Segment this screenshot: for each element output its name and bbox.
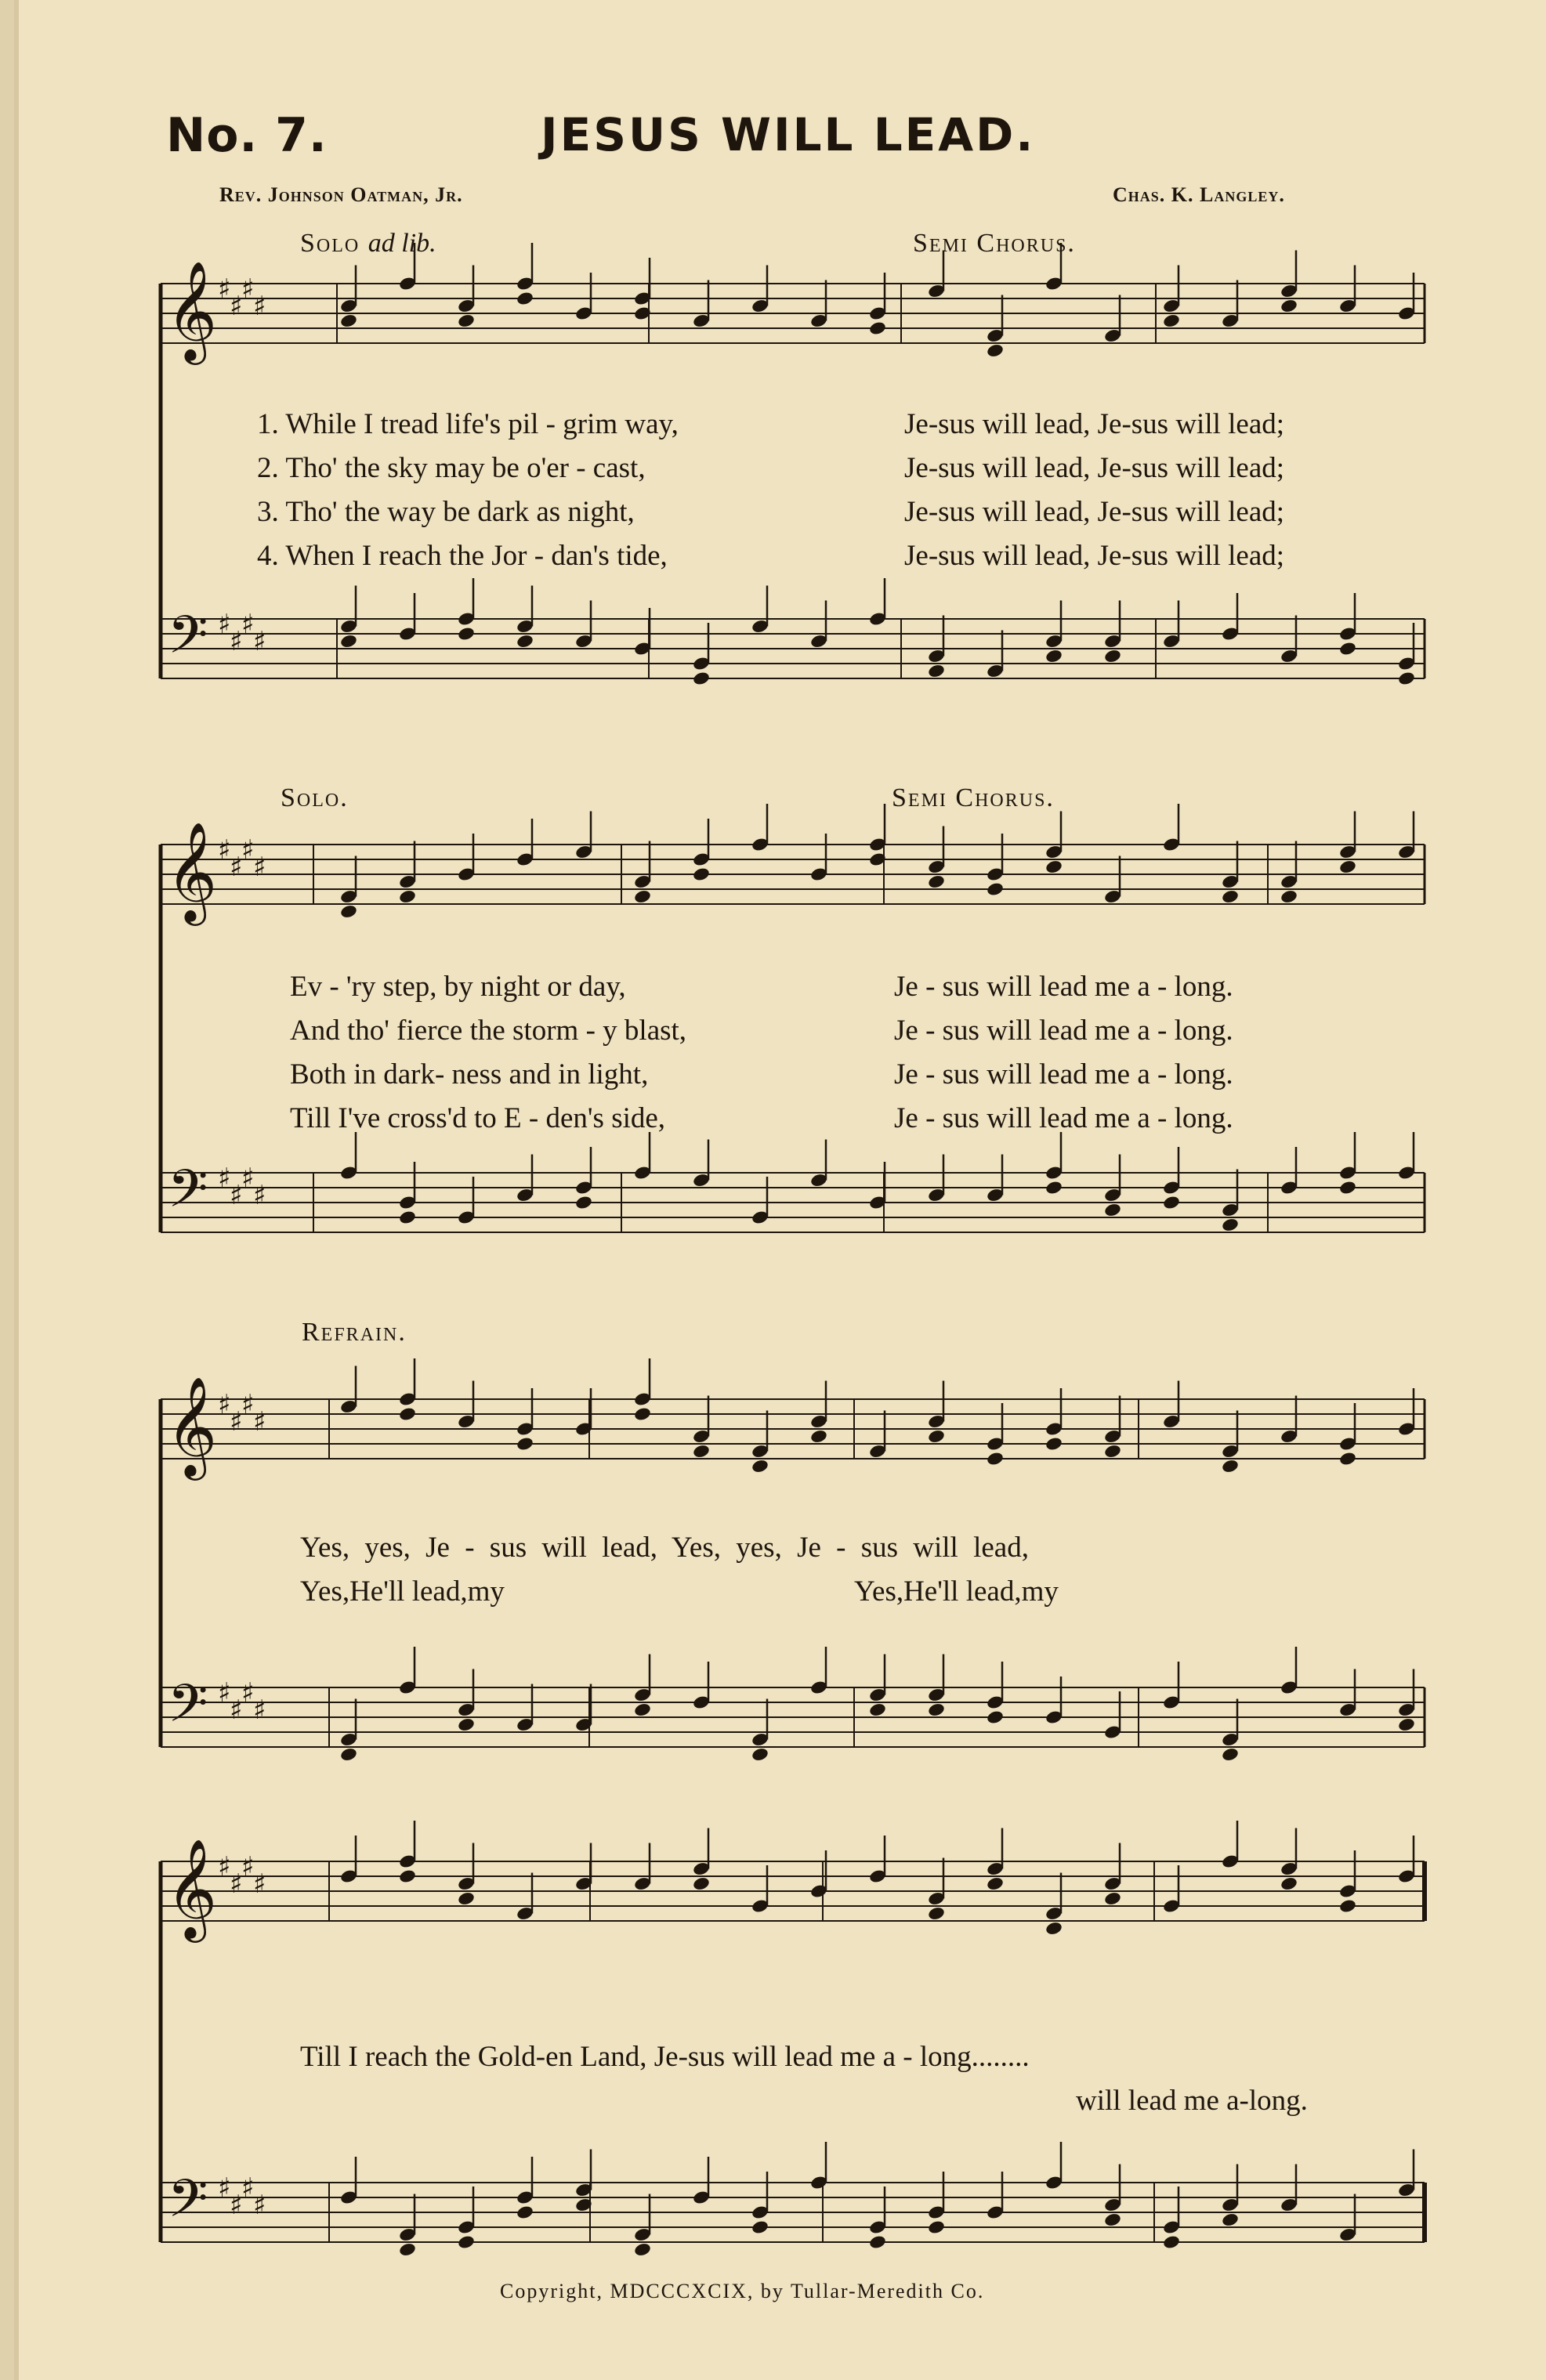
notehead bbox=[516, 291, 534, 306]
lyric-s2-v1-left: Ev - 'ry step, by night or day, bbox=[290, 971, 626, 1003]
notehead bbox=[809, 1429, 828, 1445]
notehead bbox=[1338, 1898, 1357, 1914]
lyric-s1-v3-left: 3. Tho' the way be dark as night, bbox=[257, 496, 635, 528]
lyric-final-echo: will lead me a-long. bbox=[1076, 2085, 1308, 2117]
sharp-icon: ♯ bbox=[218, 2172, 231, 2204]
notehead bbox=[692, 1876, 711, 1892]
sharp-icon: ♯ bbox=[230, 2190, 243, 2221]
notehead bbox=[692, 1444, 711, 1459]
sharp-icon: ♯ bbox=[241, 1677, 255, 1709]
notehead bbox=[633, 2242, 652, 2258]
notehead bbox=[1338, 1451, 1357, 1467]
notehead bbox=[1221, 889, 1240, 905]
notehead bbox=[986, 1709, 1005, 1725]
direction-semi-chorus-1: Semi Chorus. bbox=[913, 229, 1076, 258]
sharp-icon: ♯ bbox=[241, 834, 255, 866]
copyright-notice: Copyright, MDCCCXCIX, by Tullar-Meredith Co. bbox=[500, 2280, 985, 2302]
notehead bbox=[1338, 641, 1357, 656]
notehead bbox=[1045, 1921, 1063, 1937]
notehead bbox=[339, 634, 358, 649]
bass-clef-icon: 𝄢 bbox=[168, 1673, 208, 1746]
lyric-s1-v4-left: 4. When I reach the Jor - dan's tide, bbox=[257, 540, 668, 572]
notehead bbox=[1103, 1203, 1122, 1218]
composer-credit: Chas. K. Langley. bbox=[1113, 183, 1285, 206]
notehead bbox=[1221, 1747, 1240, 1763]
sharp-icon: ♯ bbox=[218, 1851, 231, 1883]
notehead bbox=[1045, 649, 1063, 664]
lyric-s1-v1-left: 1. While I tread life's pil - grim way, bbox=[257, 408, 679, 440]
lyric-s2-v4-left: Till I've cross'd to E - den's side, bbox=[290, 1102, 666, 1134]
direction-refrain: Refrain. bbox=[302, 1318, 407, 1347]
notehead bbox=[751, 1459, 769, 1474]
notehead bbox=[398, 1406, 417, 1422]
notehead bbox=[927, 664, 946, 679]
notehead bbox=[1280, 1876, 1298, 1892]
sharp-icon: ♯ bbox=[253, 1180, 266, 1211]
direction-solo: Solo bbox=[300, 229, 360, 258]
notehead bbox=[457, 626, 476, 642]
notehead bbox=[692, 866, 711, 882]
notehead bbox=[339, 313, 358, 329]
bass-clef-icon: 𝄢 bbox=[168, 1159, 208, 1232]
notehead bbox=[1397, 671, 1416, 686]
notehead bbox=[633, 1702, 652, 1718]
notehead bbox=[868, 320, 887, 336]
notehead bbox=[927, 1429, 946, 1445]
lyric-s1-v2-left: 2. Tho' the sky may be o'er - cast, bbox=[257, 452, 646, 484]
sharp-icon: ♯ bbox=[218, 1163, 231, 1194]
notehead bbox=[457, 1717, 476, 1733]
notehead bbox=[1045, 1180, 1063, 1195]
notehead bbox=[398, 2242, 417, 2258]
sharp-icon: ♯ bbox=[218, 273, 231, 305]
sharp-icon: ♯ bbox=[241, 1163, 255, 1194]
sharp-icon: ♯ bbox=[241, 609, 255, 640]
notehead bbox=[633, 1406, 652, 1422]
bass-clef-icon: 𝄢 bbox=[168, 2168, 208, 2241]
notehead bbox=[986, 1451, 1005, 1467]
notehead bbox=[692, 671, 711, 686]
notehead bbox=[1338, 859, 1357, 875]
sharp-icon: ♯ bbox=[253, 291, 266, 322]
notehead bbox=[398, 1868, 417, 1884]
notehead bbox=[986, 343, 1005, 359]
direction-semi-chorus-2: Semi Chorus. bbox=[892, 783, 1055, 812]
sharp-icon: ♯ bbox=[230, 1406, 243, 1438]
notehead bbox=[927, 2219, 946, 2235]
lyric-s1-v1-right: Je-sus will lead, Je-sus will lead; bbox=[904, 408, 1285, 440]
sharp-icon: ♯ bbox=[230, 852, 243, 883]
sharp-icon: ♯ bbox=[253, 852, 266, 883]
sharp-icon: ♯ bbox=[241, 2172, 255, 2204]
notehead bbox=[868, 1702, 887, 1718]
sharp-icon: ♯ bbox=[230, 1695, 243, 1726]
notehead bbox=[751, 1747, 769, 1763]
hymn-number: No. 7. bbox=[166, 108, 328, 163]
sharp-icon: ♯ bbox=[253, 1868, 266, 1900]
lyric-s2-v3-right: Je - sus will lead me a - long. bbox=[894, 1058, 1233, 1091]
notehead bbox=[339, 1747, 358, 1763]
bass-clef-icon: 𝄢 bbox=[168, 605, 208, 678]
notehead bbox=[1280, 298, 1298, 314]
lyricist-credit: Rev. Johnson Oatman, Jr. bbox=[219, 183, 463, 206]
lyric-refrain-line: Yes, yes, Je - sus will lead, Yes, yes, Je - sus will lead, bbox=[300, 1532, 1029, 1564]
notehead bbox=[927, 874, 946, 890]
sharp-icon: ♯ bbox=[230, 626, 243, 657]
notehead bbox=[398, 889, 417, 905]
sharp-icon: ♯ bbox=[253, 1695, 266, 1726]
sharp-icon: ♯ bbox=[230, 1868, 243, 1900]
notehead bbox=[398, 1210, 417, 1225]
lyric-s2-v1-right: Je - sus will lead me a - long. bbox=[894, 971, 1233, 1003]
sharp-icon: ♯ bbox=[230, 291, 243, 322]
sharp-icon: ♯ bbox=[218, 609, 231, 640]
notehead bbox=[1162, 2234, 1181, 2250]
sharp-icon: ♯ bbox=[253, 1406, 266, 1438]
lyric-s2-v2-right: Je - sus will lead me a - long. bbox=[894, 1015, 1233, 1047]
notehead bbox=[986, 881, 1005, 897]
notehead bbox=[986, 1876, 1005, 1892]
notehead bbox=[927, 1702, 946, 1718]
notehead bbox=[1162, 313, 1181, 329]
sharp-icon: ♯ bbox=[241, 1851, 255, 1883]
hymn-title: JESUS WILL LEAD. bbox=[541, 108, 1036, 161]
notehead bbox=[751, 2219, 769, 2235]
notehead bbox=[1103, 1891, 1122, 1907]
notehead bbox=[457, 1891, 476, 1907]
lyric-refrain-echo-2: Yes,He'll lead,my bbox=[854, 1575, 1059, 1608]
lyric-s2-v3-left: Both in dark- ness and in light, bbox=[290, 1058, 649, 1091]
lyric-final-line: Till I reach the Gold-en Land, Je-sus will lead me a - long........ bbox=[300, 2041, 1030, 2073]
sharp-icon: ♯ bbox=[218, 1389, 231, 1420]
notehead bbox=[1397, 1717, 1416, 1733]
notehead bbox=[633, 889, 652, 905]
treble-clef-icon: 𝄞 bbox=[166, 821, 218, 921]
notehead bbox=[1162, 1195, 1181, 1210]
sharp-icon: ♯ bbox=[241, 1389, 255, 1420]
direction-ad-lib: ad lib. bbox=[367, 229, 436, 258]
notehead bbox=[516, 1436, 534, 1452]
notehead bbox=[457, 313, 476, 329]
sharp-icon: ♯ bbox=[253, 2190, 266, 2221]
notehead bbox=[516, 634, 534, 649]
notehead bbox=[1103, 649, 1122, 664]
sharp-icon: ♯ bbox=[241, 273, 255, 305]
notehead bbox=[1103, 2212, 1122, 2228]
lyric-s2-v2-left: And tho' fierce the storm - y blast, bbox=[290, 1015, 687, 1047]
notehead bbox=[574, 1195, 593, 1210]
notehead bbox=[927, 1906, 946, 1922]
direction-solo-2: Solo. bbox=[281, 783, 349, 812]
notehead bbox=[516, 2205, 534, 2220]
notehead bbox=[1338, 1180, 1357, 1195]
sharp-icon: ♯ bbox=[218, 834, 231, 866]
sharp-icon: ♯ bbox=[230, 1180, 243, 1211]
lyric-refrain-echo-1: Yes,He'll lead,my bbox=[300, 1575, 505, 1608]
notehead bbox=[1221, 2212, 1240, 2228]
notehead bbox=[1103, 1444, 1122, 1459]
lyric-s1-v2-right: Je-sus will lead, Je-sus will lead; bbox=[904, 452, 1285, 484]
notehead bbox=[1045, 1436, 1063, 1452]
lyric-s1-v3-right: Je-sus will lead, Je-sus will lead; bbox=[904, 496, 1285, 528]
treble-clef-icon: 𝄞 bbox=[166, 1376, 218, 1476]
sharp-icon: ♯ bbox=[253, 626, 266, 657]
lyric-s1-v4-right: Je-sus will lead, Je-sus will lead; bbox=[904, 540, 1285, 572]
notehead bbox=[339, 904, 358, 920]
notehead bbox=[1221, 1217, 1240, 1233]
treble-clef-icon: 𝄞 bbox=[166, 260, 218, 360]
notehead bbox=[1045, 859, 1063, 875]
sharp-icon: ♯ bbox=[218, 1677, 231, 1709]
notehead bbox=[1280, 889, 1298, 905]
notehead bbox=[457, 2234, 476, 2250]
treble-clef-icon: 𝄞 bbox=[166, 1838, 218, 1938]
notehead bbox=[868, 2234, 887, 2250]
lyric-s2-v4-right: Je - sus will lead me a - long. bbox=[894, 1102, 1233, 1134]
notehead bbox=[1221, 1459, 1240, 1474]
